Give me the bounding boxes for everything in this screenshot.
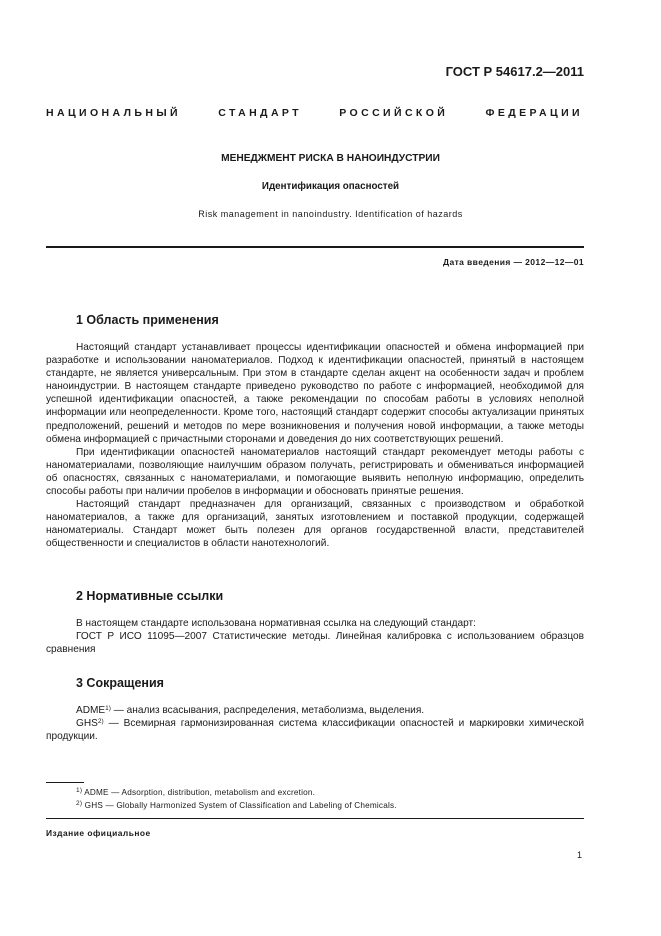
footnote-text: GHS — Globally Harmonized System of Classification and Labeling of Chemicals. xyxy=(82,801,397,810)
footnote-mark: 1) xyxy=(76,787,83,794)
banner-word: ФЕДЕРАЦИИ xyxy=(485,107,583,119)
banner-word: НАЦИОНАЛЬНЫЙ xyxy=(46,107,181,119)
section-1-heading: 1 Область применения xyxy=(76,313,219,327)
section-1-body xyxy=(46,341,584,551)
document-subtitle: Идентификация опасностей xyxy=(261,181,400,192)
abbreviation-adme xyxy=(46,704,584,717)
normative-reference: ГОСТ Р ИСО 11095—2007 Статистические методы. Линейная калибровка с использованием образцов сравнения xyxy=(46,631,584,656)
paragraph: Настоящий стандарт устанавливает процессы идентификации опасностей и обмена информацией при разработке и использовании наноматериалов. Подход к идентификации опасностей, принятый в настоящем стандарте, не является универсальным. При этом в стандарте сделан акцент на особенности задач и проблем наноиндустрии. В настоящем стандарте приведено руководство по работе с информацией, необходимой для успешной идентификации опасностей, а также рекомендации по способам работы в условиях неполной информации или неопределенности. Кроме того, настоящий стандарт содержит способы актуализации принятых предположений, решений и методов по мере возникновения и получения новой информации, а также методы обмена информацией с причастными сторонами и доведения до них соответствующих решений. xyxy=(46,342,584,445)
footnote-mark: 2) xyxy=(76,800,83,807)
section-3-body xyxy=(46,704,584,743)
national-standard-banner xyxy=(46,107,583,119)
page-number: 1 xyxy=(576,850,582,860)
paragraph: В настоящем стандарте использована нормативная ссылка на следующий стандарт: xyxy=(76,618,476,629)
abbrev-definition: — Всемирная гармонизированная система классификации опасностей и маркировки химической продукции. xyxy=(46,718,584,743)
edition-label: Издание официальное xyxy=(46,828,151,838)
introduction-date: Дата введения — 2012—12—01 xyxy=(443,257,584,267)
paragraph: Настоящий стандарт предназначен для организаций, связанных с производством и обработкой наноматериалов, а также для организаций, занятых изготовлением и поставкой продукции, содержащей наноматериалы. Стандарт может быть полезен для органов государственной власти, представителей общественности и специалистов в области нанотехнологий. xyxy=(46,499,584,550)
section-2-body xyxy=(46,617,584,656)
section-2-heading: 2 Нормативные ссылки xyxy=(76,589,224,603)
abbreviation-ghs xyxy=(46,717,584,743)
standard-number: ГОСТ Р 54617.2—2011 xyxy=(445,64,584,79)
footnote-ref[interactable]: 1) xyxy=(105,705,111,712)
footnote-text: ADME — Adsorption, distribution, metabolism and excretion. xyxy=(82,788,316,797)
banner-word: СТАНДАРТ xyxy=(218,107,302,119)
footnote-1 xyxy=(76,788,315,797)
section-3-heading: 3 Сокращения xyxy=(76,676,164,690)
footer-divider xyxy=(46,818,584,819)
footnote-ref[interactable]: 2) xyxy=(97,718,104,726)
title-divider xyxy=(46,246,584,248)
abbrev-term: GHS xyxy=(76,718,98,730)
paragraph: При идентификации опасностей наноматериалов настоящий стандарт рекомендует методы работы с наноматериалами, позволяющие наилучшим образом получать, регистрировать и обмениваться информацией об опасностях, связанных с наноматериалами, и помогающие выявить неполную информацию, определить способы работы при наличии пробелов в информации и обосновать принятые решения. xyxy=(46,446,584,498)
english-title: Risk management in nanoindustry. Identification of hazards xyxy=(198,209,463,219)
abbrev-term: ADME xyxy=(76,705,106,716)
document-title: МЕНЕДЖМЕНТ РИСКА В НАНОИНДУСТРИИ xyxy=(221,153,440,164)
abbrev-definition: — анализ всасывания, распределения, метаболизма, выделения. xyxy=(110,705,425,716)
footnote-divider xyxy=(46,782,84,783)
footnote-2 xyxy=(76,801,397,810)
banner-word: РОССИЙСКОЙ xyxy=(339,107,449,119)
